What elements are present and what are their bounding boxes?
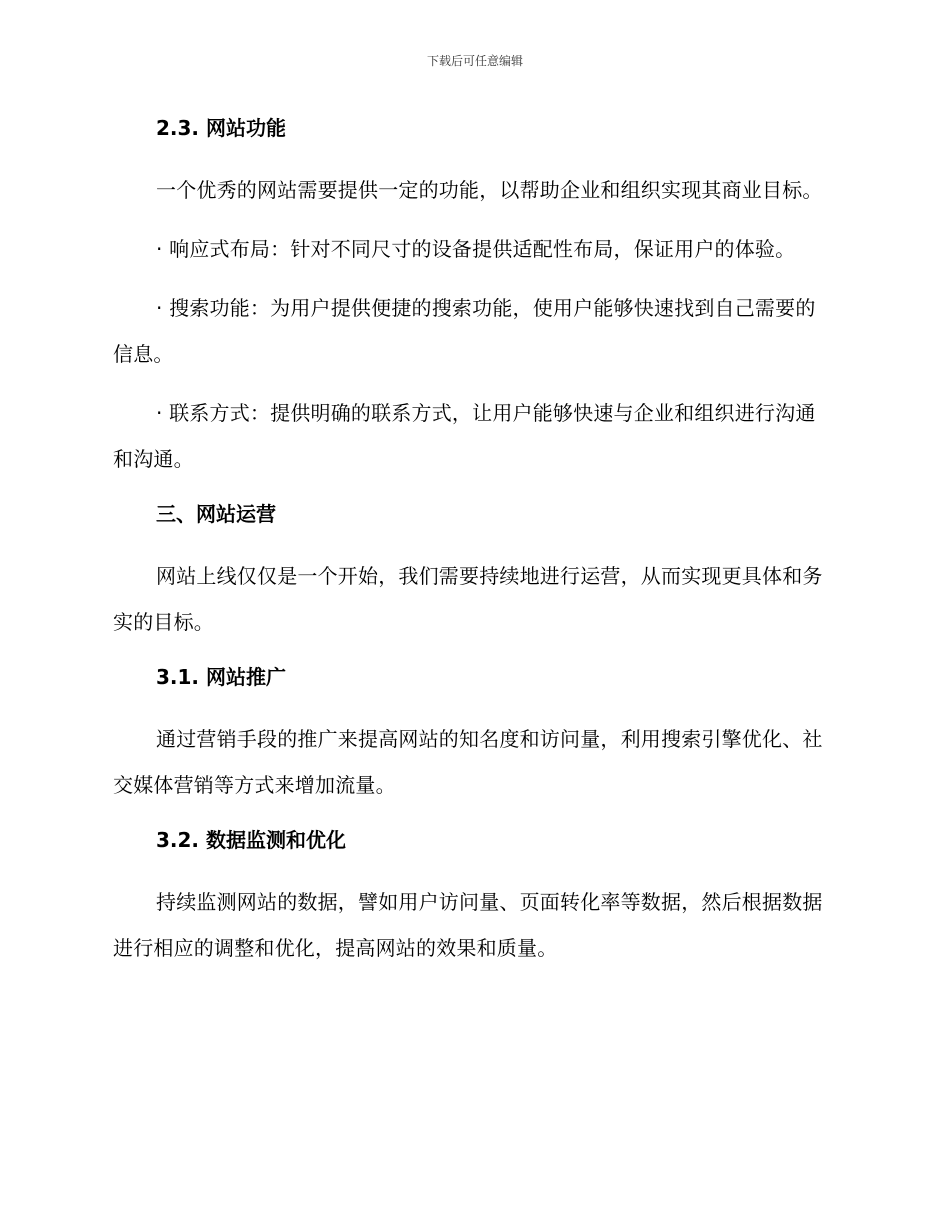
paragraph-monitoring: 持续监测网站的数据，譬如用户访问量、页面转化率等数据，然后根据数据进行相应的调整和优化，提高网站的效果和质量。 [113, 890, 823, 960]
bullet-responsive-layout: · 响应式布局：针对不同尺寸的设备提供适配性布局，保证用户的体验。 [156, 237, 796, 261]
section-heading-3-2: 3.2. 数据监测和优化 [156, 828, 346, 852]
page-header: 下载后可任意编辑 [426, 54, 523, 68]
paragraph-promotion: 通过营销手段的推广来提高网站的知名度和访问量，利用搜索引擎优化、社交媒体营销等方式来增加流量。 [113, 727, 823, 797]
document-body [113, 110, 833, 971]
bullet-contact-info: · 联系方式：提供明确的联系方式，让用户能够快速与企业和组织进行沟通和沟通。 [113, 401, 816, 471]
section-heading-2-3: 2.3. 网站功能 [156, 116, 286, 140]
section-heading-3-1: 3.1. 网站推广 [156, 665, 286, 689]
bullet-search-function: · 搜索功能：为用户提供便捷的搜索功能，使用户能够快速找到自己需要的信息。 [113, 296, 816, 366]
section-heading-3: 三、网站运营 [156, 502, 276, 526]
paragraph-operation: 网站上线仅仅是一个开始，我们需要持续地进行运营，从而实现更具体和务实的目标。 [113, 564, 823, 634]
paragraph-functions-intro: 一个优秀的网站需要提供一定的功能，以帮助企业和组织实现其商业目标。 [156, 178, 823, 202]
